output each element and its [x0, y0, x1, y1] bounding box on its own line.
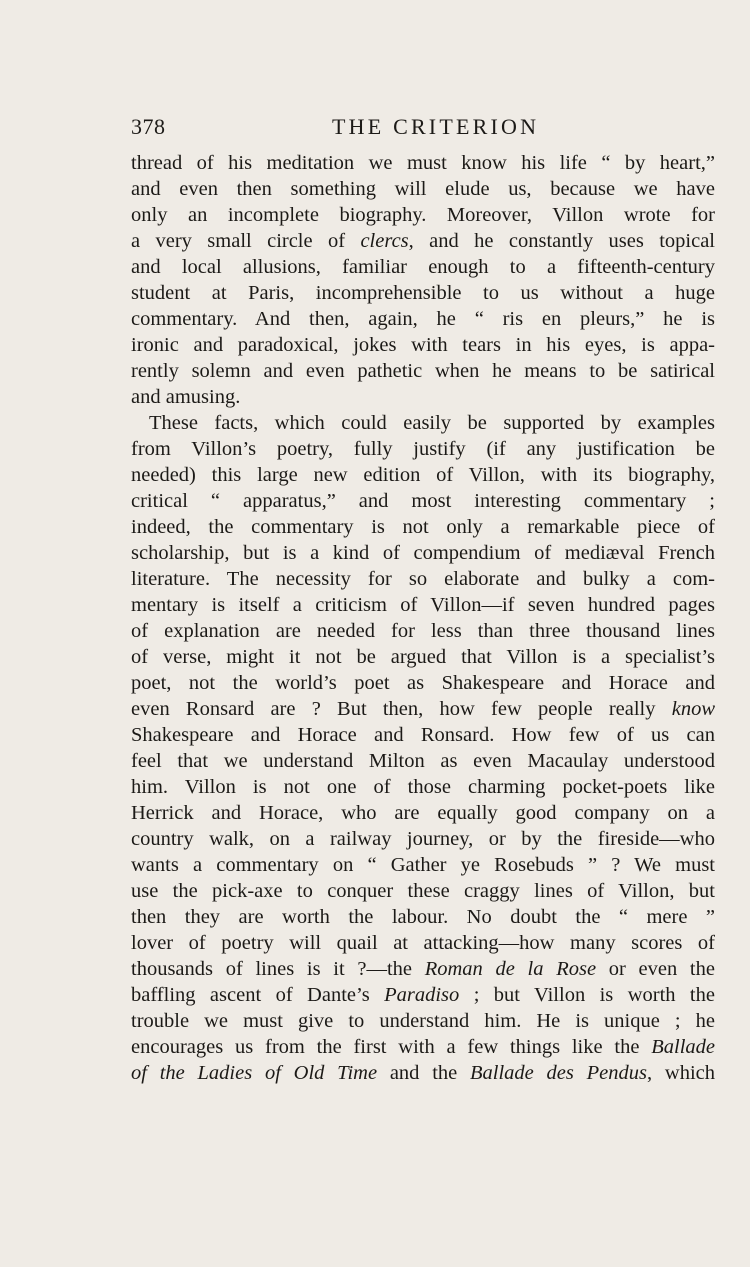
text-line [131, 696, 715, 722]
text-run: and the [377, 1062, 471, 1084]
text-line [131, 1060, 715, 1086]
italic-title: Roman de la Rose [424, 958, 597, 980]
text-line: student at Paris, incomprehensible to us without a huge [131, 282, 715, 304]
text-line: of explanation are needed for less than three thousand lines [131, 620, 715, 642]
text-run: baffling ascent of Dante’s [131, 984, 385, 1006]
text-run: ; but Villon is worth the [459, 984, 715, 1006]
text-line: from Villon’s poetry, fully justify (if any justification be [131, 438, 715, 460]
text-line: rently solemn and even pathetic when he means to be satirical [131, 360, 715, 382]
text-line: wants a commentary on “ Gather ye Rosebuds ” ? We must [131, 854, 715, 876]
text-line: then they are worth the labour. No doubt the “ mere ” [131, 906, 715, 928]
text-line: mentary is itself a criticism of Villon—if seven hundred pages [131, 594, 715, 616]
italic-term: clercs [360, 230, 409, 252]
text-line: These facts, which could easily be supported by examples [149, 412, 715, 434]
text-line [131, 1034, 715, 1060]
text-line: feel that we understand Milton as even Macaulay understood [131, 750, 715, 772]
italic-title: Ballade [651, 1036, 715, 1058]
text-line: trouble we must give to understand him. He is unique ; he [131, 1010, 715, 1032]
text-line: ironic and paradoxical, jokes with tears in his eyes, is appa- [131, 334, 715, 356]
text-run: even Ronsard are ? But then, how few people really [131, 698, 672, 720]
italic-term: know [671, 698, 715, 720]
text-line: thread of his meditation we must know his life “ by heart,” [131, 152, 715, 174]
text-line: indeed, the commentary is not only a remarkable piece of [131, 516, 715, 538]
text-line: only an incomplete biography. Moreover, Villon wrote for [131, 204, 715, 226]
text-line: poet, not the world’s poet as Shakespeare and Horace and [131, 672, 715, 694]
text-line: Herrick and Horace, who are equally good company on a [131, 802, 715, 824]
text-line: of verse, might it not be argued that Villon is a specialist’s [131, 646, 715, 668]
text-run: a very small circle of [131, 230, 361, 252]
text-line: and even then something will elude us, because we have [131, 178, 715, 200]
text-run: or even the [596, 958, 715, 980]
text-line: needed) this large new edition of Villon, with its biography, [131, 464, 715, 486]
text-line [131, 228, 715, 254]
italic-title: of the Ladies of Old Time [131, 1062, 378, 1084]
text-run: thousands of lines is it ?—the [131, 958, 425, 980]
italic-title: Paradiso [384, 984, 460, 1006]
journal-title: THE CRITERION [332, 114, 540, 139]
text-line: Shakespeare and Horace and Ronsard. How few of us can [131, 724, 715, 746]
page-number: 378 [131, 114, 166, 139]
text-line: critical “ apparatus,” and most interesting commentary ; [131, 490, 715, 512]
text-run: , and he constantly uses topical [408, 230, 715, 252]
text-line: scholarship, but is a kind of compendium of mediæval French [131, 542, 715, 564]
text-line: literature. The necessity for so elaborate and bulky a com- [131, 568, 715, 590]
text-run: , which [647, 1062, 715, 1084]
text-line: and local allusions, familiar enough to a fifteenth-century [131, 256, 715, 278]
text-line [131, 956, 715, 982]
text-line: commentary. And then, again, he “ ris en pleurs,” he is [131, 308, 715, 330]
body-text [131, 150, 715, 1086]
text-run: encourages us from the first with a few things like the [131, 1036, 652, 1058]
italic-title: Ballade des Pendus [470, 1062, 647, 1084]
text-line: use the pick-axe to conquer these craggy lines of Villon, but [131, 880, 715, 902]
text-line: lover of poetry will quail at attacking—how many scores of [131, 932, 715, 954]
text-line: country walk, on a railway journey, or by the fireside—who [131, 828, 715, 850]
text-line: him. Villon is not one of those charming pocket-poets like [131, 776, 715, 798]
text-line [131, 982, 715, 1008]
text-line: and amusing. [131, 386, 241, 408]
running-head [131, 112, 715, 142]
